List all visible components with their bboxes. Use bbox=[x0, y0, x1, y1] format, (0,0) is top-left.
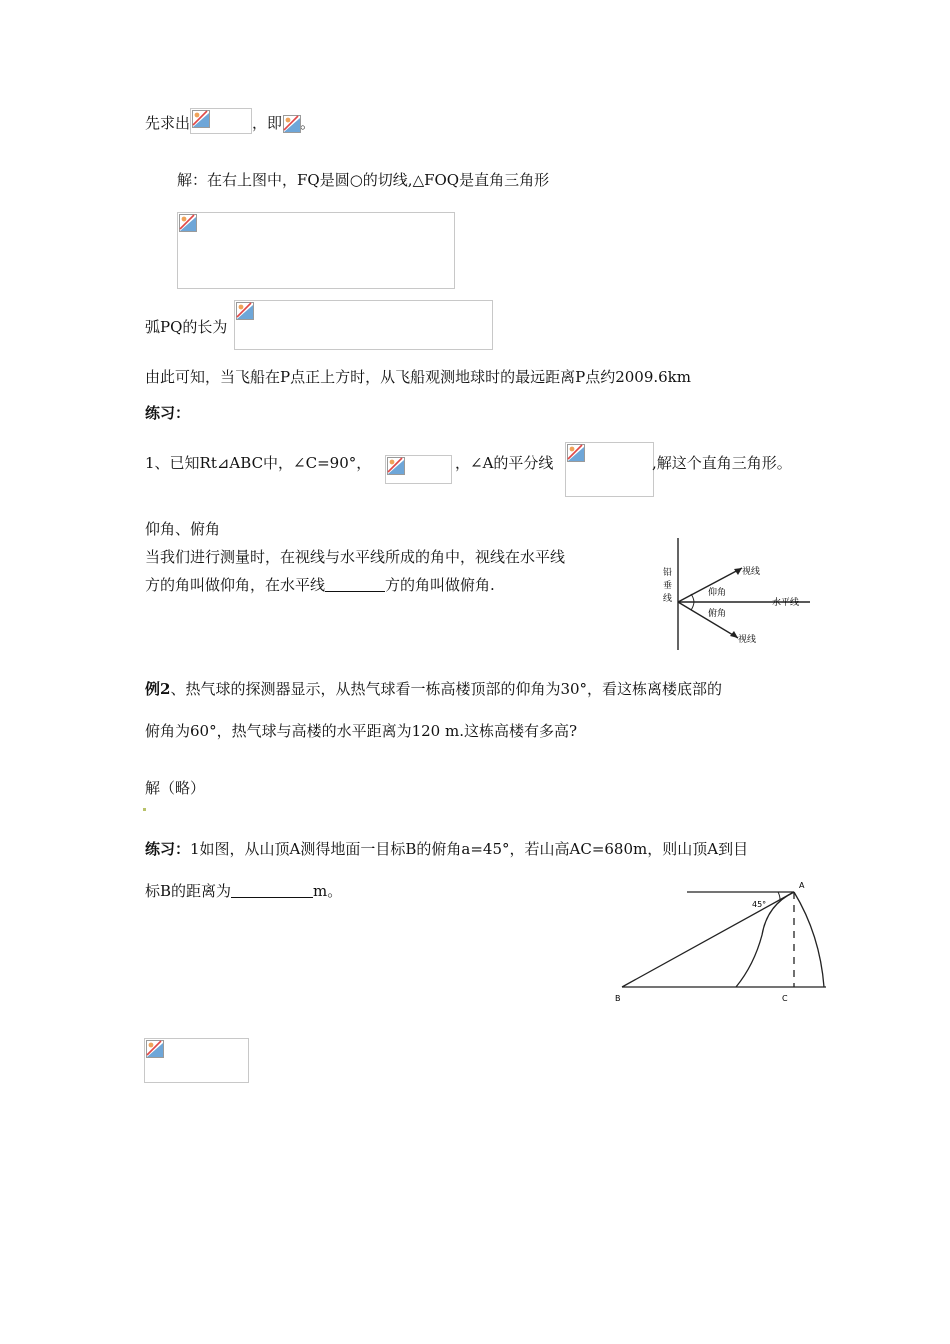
mountain-slope-right bbox=[794, 892, 824, 987]
elevation-depression-figure bbox=[650, 530, 820, 655]
answer-blank bbox=[325, 577, 385, 592]
conclusion: 由此可知，当飞船在P点正上方时，从飞船观测地球时的最远距离P点约2009.6km bbox=[145, 368, 691, 386]
line-of-sight bbox=[622, 892, 794, 987]
sight-label-top: 视线 bbox=[742, 567, 761, 577]
exercise1-after: ,解这个直角三角形。 bbox=[652, 454, 792, 472]
broken-image-icon bbox=[283, 115, 301, 133]
vertical-label-3: 线 bbox=[663, 594, 673, 604]
angle-label: 45° bbox=[752, 900, 767, 909]
broken-image-icon bbox=[179, 214, 197, 232]
exercise2-text2-after: m。 bbox=[313, 882, 343, 900]
intro-line bbox=[145, 108, 315, 134]
exercise2-line1 bbox=[145, 838, 748, 859]
formula-image bbox=[144, 1038, 249, 1083]
horizontal-label: 水平线 bbox=[772, 598, 800, 608]
example2-line2: 俯角为60°，热气球与高楼的水平距离为120 m.这栋高楼有多高? bbox=[145, 722, 578, 740]
intro-text-before: 先求出 bbox=[145, 114, 191, 132]
exercise1-before: 1、已知Rt⊿ABC中，∠C=90°， bbox=[145, 454, 372, 472]
elevation-label: 仰角 bbox=[708, 588, 727, 598]
sight-label-bottom: 视线 bbox=[738, 635, 757, 645]
exercise1-mid: ，∠A的平分线 bbox=[455, 454, 554, 472]
angle-line2-after: 方的角叫做俯角. bbox=[385, 576, 495, 594]
solution-omitted: 解（略） bbox=[145, 779, 206, 797]
point-c-label: C bbox=[782, 994, 788, 1003]
broken-image-icon bbox=[387, 457, 405, 475]
stray-dot bbox=[143, 808, 146, 811]
angle-arc bbox=[778, 892, 780, 900]
exercise-heading: 练习： bbox=[145, 404, 191, 422]
formula-image bbox=[565, 442, 654, 497]
point-b-label: B bbox=[615, 994, 621, 1003]
angle-section-title: 仰角、俯角 bbox=[145, 520, 221, 538]
depression-arc bbox=[691, 602, 694, 610]
broken-image-icon bbox=[146, 1040, 164, 1058]
formula-image bbox=[385, 455, 452, 484]
intro-text-mid: ，即 bbox=[252, 114, 283, 132]
angle-section-line2 bbox=[145, 574, 495, 595]
example2-label: 例2 bbox=[145, 680, 171, 698]
example2-text1: 、热气球的探测器显示，从热气球看一栋高楼顶部的仰角为30°，看这栋离楼底部的 bbox=[170, 680, 723, 698]
formula-image bbox=[234, 300, 493, 350]
example2-line1 bbox=[145, 678, 722, 699]
formula-image bbox=[282, 114, 300, 134]
sight-line-down bbox=[678, 602, 738, 638]
intro-text-after: 。 bbox=[300, 114, 316, 132]
exercise2-line2 bbox=[145, 880, 342, 901]
angle-section-line1: 当我们进行测量时，在视线与水平线所成的角中，视线在水平线 bbox=[145, 548, 566, 566]
solution-intro: 解：在右上图中，FQ是圆○的切线,△FOQ是直角三角形 bbox=[177, 171, 550, 189]
arc-label: 弧PQ的长为 bbox=[145, 318, 228, 336]
broken-image-icon bbox=[192, 110, 210, 128]
vertical-label-1: 铅 bbox=[663, 568, 673, 578]
point-a-label: A bbox=[799, 881, 805, 890]
arrow-down-icon bbox=[730, 631, 738, 638]
formula-image bbox=[177, 212, 455, 289]
exercise2-label: 练习： bbox=[145, 840, 191, 858]
elevation-arc bbox=[691, 594, 694, 602]
broken-image-icon bbox=[236, 302, 254, 320]
depression-label: 俯角 bbox=[708, 609, 727, 619]
angle-line2-before: 方的角叫做仰角，在水平线 bbox=[145, 576, 326, 594]
broken-image-icon bbox=[567, 444, 585, 462]
formula-image bbox=[190, 108, 252, 134]
exercise2-text2-before: 标B的距离为 bbox=[145, 882, 232, 900]
vertical-label-2: 垂 bbox=[663, 581, 673, 591]
answer-blank bbox=[231, 883, 313, 898]
exercise2-text1: 1如图，从山顶A测得地面一目标B的俯角a=45°，若山高AC=680m，则山顶A到目 bbox=[190, 840, 749, 858]
mountain-figure bbox=[612, 875, 834, 1005]
